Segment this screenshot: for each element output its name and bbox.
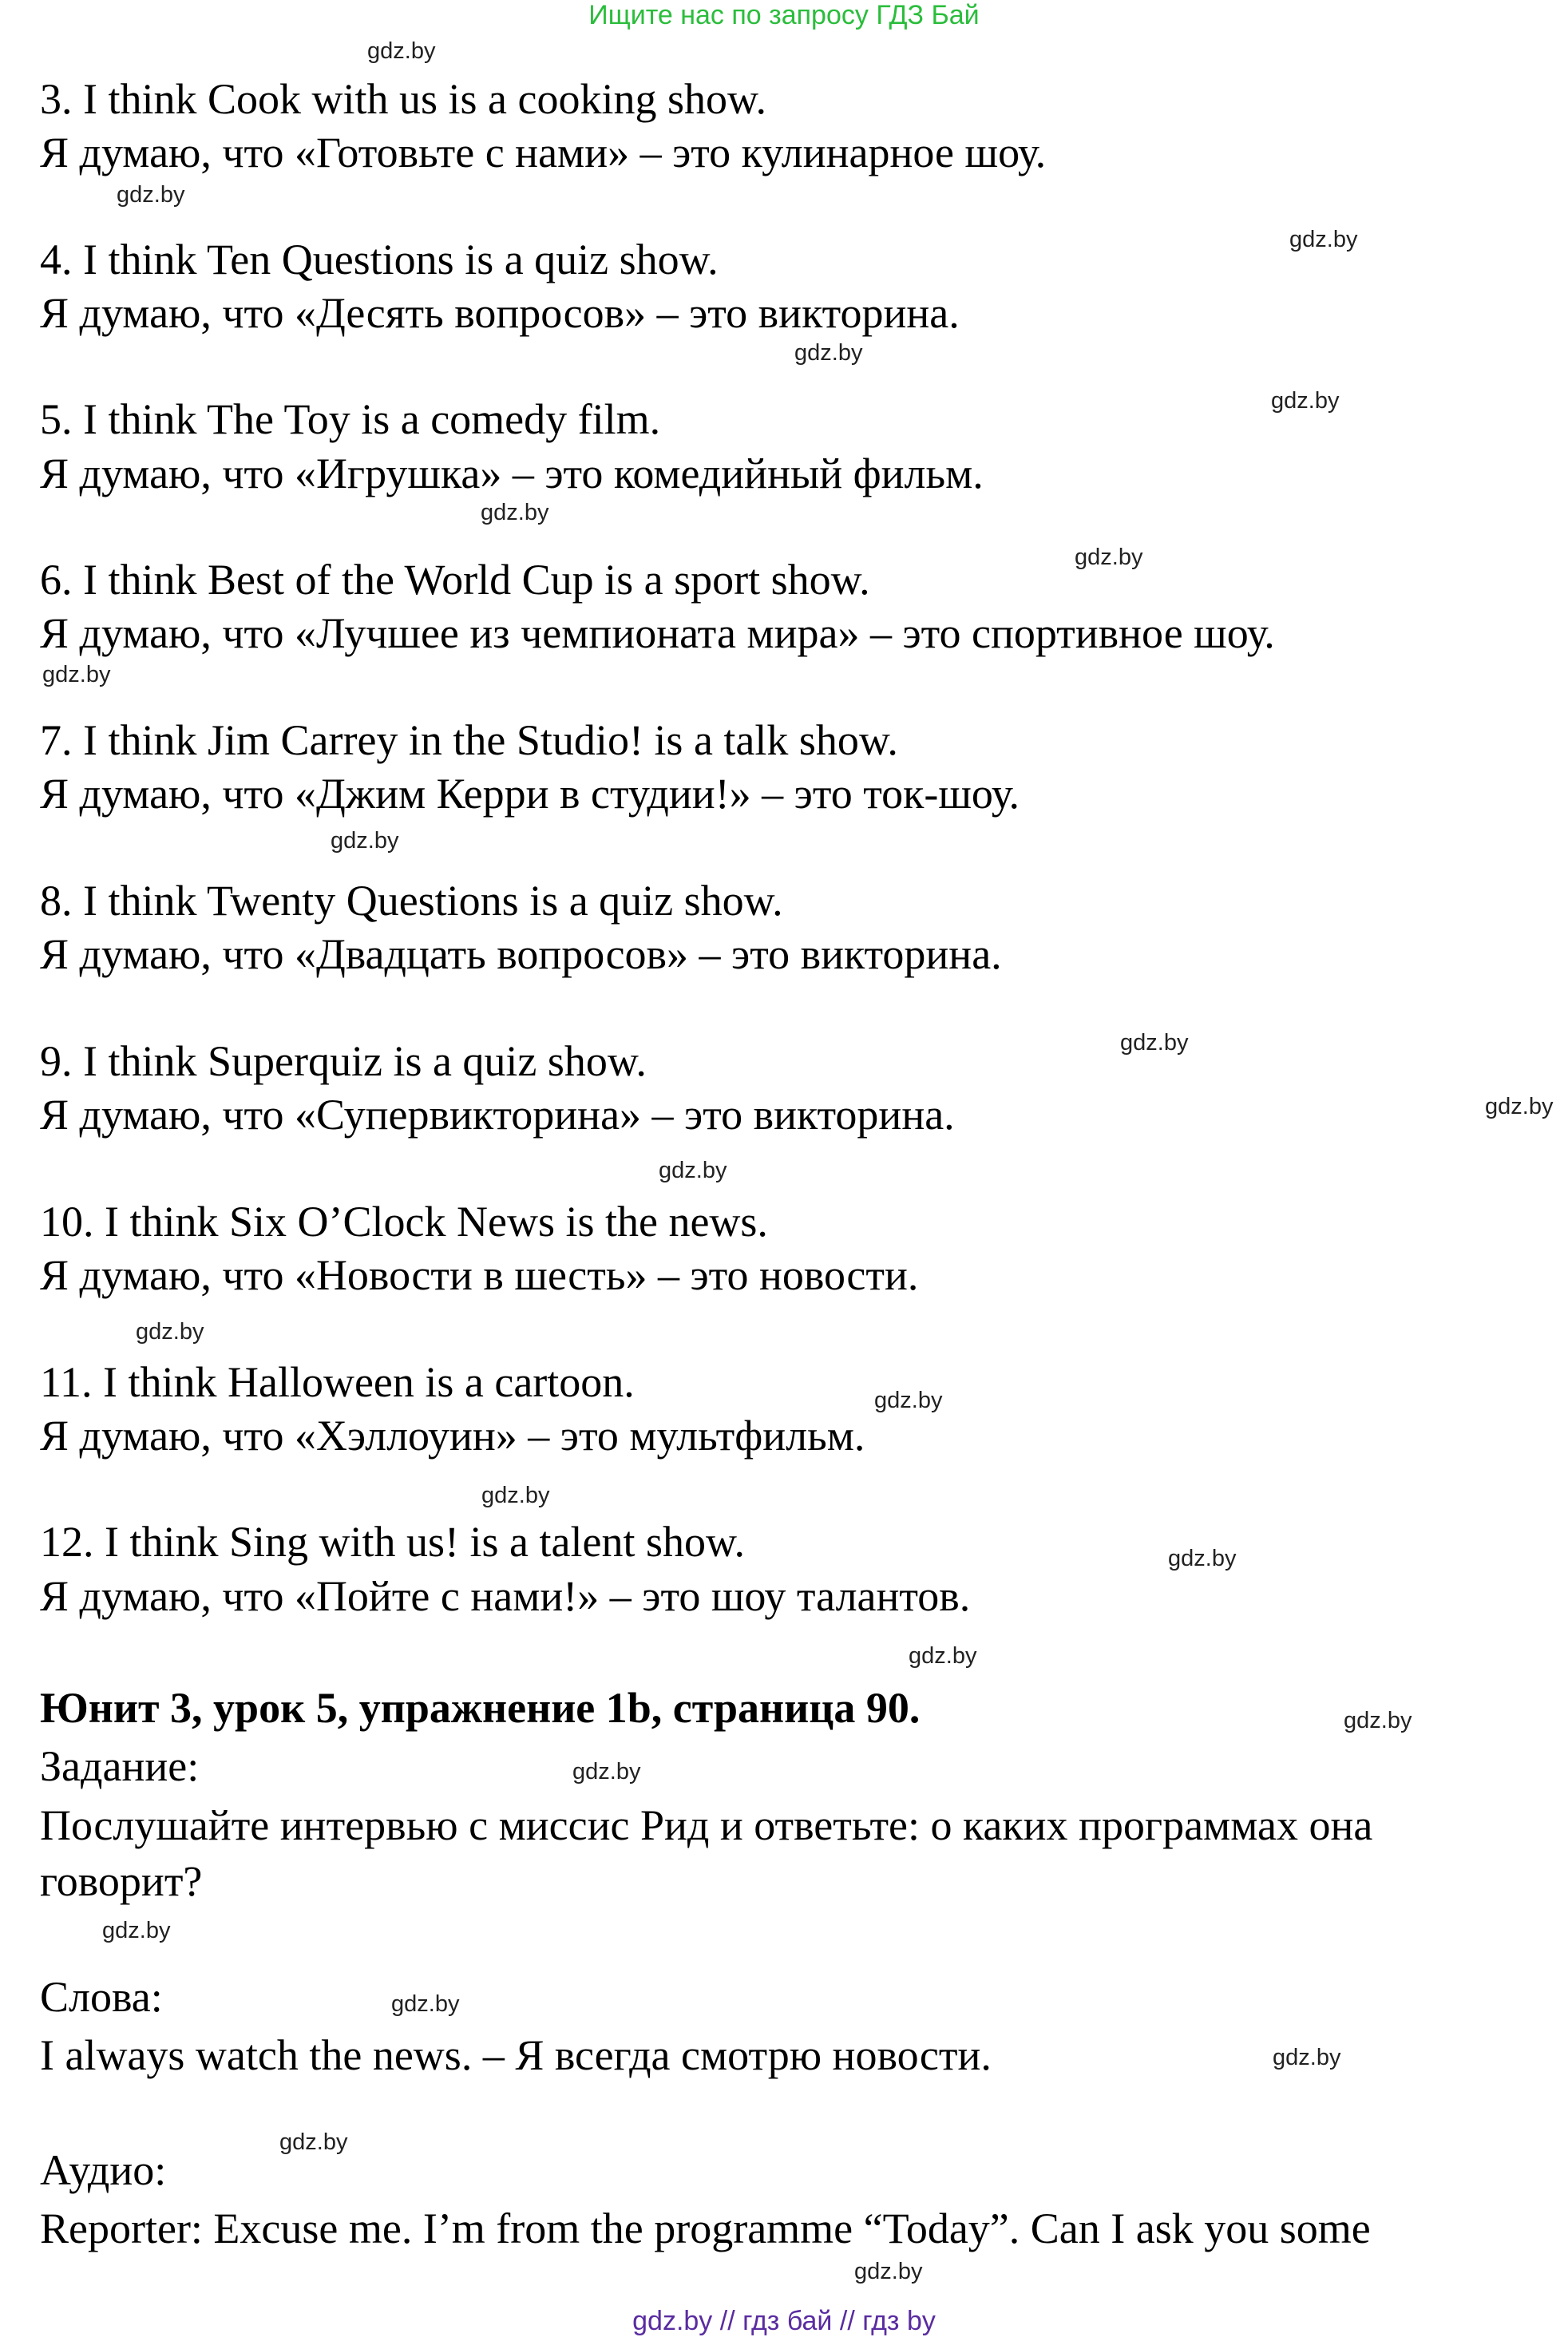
answer-en-7: 7. I think Jim Carrey in the Studio! is a talk show. (40, 716, 898, 764)
answer-ru-10: Я думаю, что «Новости в шесть» – это новости. (40, 1251, 919, 1299)
top-banner[interactable]: Ищите нас по запросу ГДЗ Бай (588, 0, 980, 30)
answer-ru-5: Я думаю, что «Игрушка» – это комедийный фильм. (40, 450, 984, 497)
answer-en-9: 9. I think Superquiz is a quiz show. (40, 1037, 647, 1085)
answer-ru-3: Я думаю, что «Готовьте с нами» – это кулинарное шоу. (40, 129, 1047, 176)
answer-en-6: 6. I think Best of the World Cup is a sport show. (40, 556, 870, 604)
watermark: gdz.by (854, 2259, 923, 2284)
watermark: gdz.by (1120, 1030, 1189, 1056)
watermark: gdz.by (481, 1483, 550, 1508)
audio-label: Аудио: (40, 2146, 167, 2194)
task-text-line-1: Послушайте интервью с миссис Рид и ответьте: о каких программах она (40, 1801, 1373, 1849)
watermark: gdz.by (367, 38, 436, 64)
section-heading: Юнит 3, урок 5, упражнение 1b, страница 90. (40, 1684, 921, 1732)
watermark: gdz.by (794, 340, 863, 366)
watermark: gdz.by (909, 1643, 977, 1669)
answer-ru-4: Я думаю, что «Десять вопросов» – это викторина. (40, 289, 960, 337)
watermark: gdz.by (1273, 2045, 1341, 2070)
watermark: gdz.by (331, 828, 399, 854)
words-label: Слова: (40, 1973, 163, 2021)
answer-ru-9: Я думаю, что «Супервикторина» – это викторина. (40, 1091, 955, 1139)
answer-en-12: 12. I think Sing with us! is a talent show. (40, 1518, 745, 1566)
watermark: gdz.by (1271, 388, 1340, 414)
watermark: gdz.by (659, 1158, 727, 1183)
watermark: gdz.by (391, 1991, 460, 2017)
watermark: gdz.by (1344, 1708, 1412, 1733)
watermark: gdz.by (874, 1388, 943, 1413)
answer-ru-12: Я думаю, что «Пойте с нами!» – это шоу талантов. (40, 1572, 971, 1620)
watermark: gdz.by (42, 662, 111, 687)
answer-en-3: 3. I think Cook with us is a cooking show. (40, 75, 766, 123)
watermark: gdz.by (1289, 227, 1358, 252)
watermark: gdz.by (117, 182, 185, 208)
footer-links[interactable]: gdz.by // гдз бай // гдз by (632, 2306, 936, 2336)
watermark: gdz.by (1168, 1546, 1237, 1571)
answer-ru-7: Я думаю, что «Джим Керри в студии!» – это ток-шоу. (40, 770, 1020, 818)
watermark: gdz.by (481, 500, 549, 525)
watermark: gdz.by (1485, 1094, 1554, 1119)
watermark: gdz.by (572, 1759, 641, 1784)
answer-en-5: 5. I think The Toy is a comedy film. (40, 395, 661, 443)
task-text-line-2: говорит? (40, 1857, 203, 1905)
audio-line: Reporter: Excuse me. I’m from the programme “Today”. Can I ask you some (40, 2204, 1371, 2252)
answer-en-4: 4. I think Ten Questions is a quiz show. (40, 236, 719, 283)
answer-en-8: 8. I think Twenty Questions is a quiz show. (40, 877, 783, 925)
answer-en-11: 11. I think Halloween is a cartoon. (40, 1358, 635, 1406)
words-line: I always watch the news. – Я всегда смотрю новости. (40, 2031, 992, 2079)
answer-ru-6: Я думаю, что «Лучшее из чемпионата мира» – это спортивное шоу. (40, 609, 1275, 657)
answer-ru-8: Я думаю, что «Двадцать вопросов» – это викторина. (40, 930, 1002, 978)
watermark: gdz.by (136, 1319, 204, 1345)
task-label: Задание: (40, 1742, 200, 1790)
answer-ru-11: Я думаю, что «Хэллоуин» – это мультфильм. (40, 1412, 865, 1460)
watermark: gdz.by (102, 1918, 171, 1943)
answer-en-10: 10. I think Six O’Clock News is the news. (40, 1198, 768, 1246)
watermark: gdz.by (1075, 545, 1143, 570)
watermark: gdz.by (279, 2129, 348, 2155)
